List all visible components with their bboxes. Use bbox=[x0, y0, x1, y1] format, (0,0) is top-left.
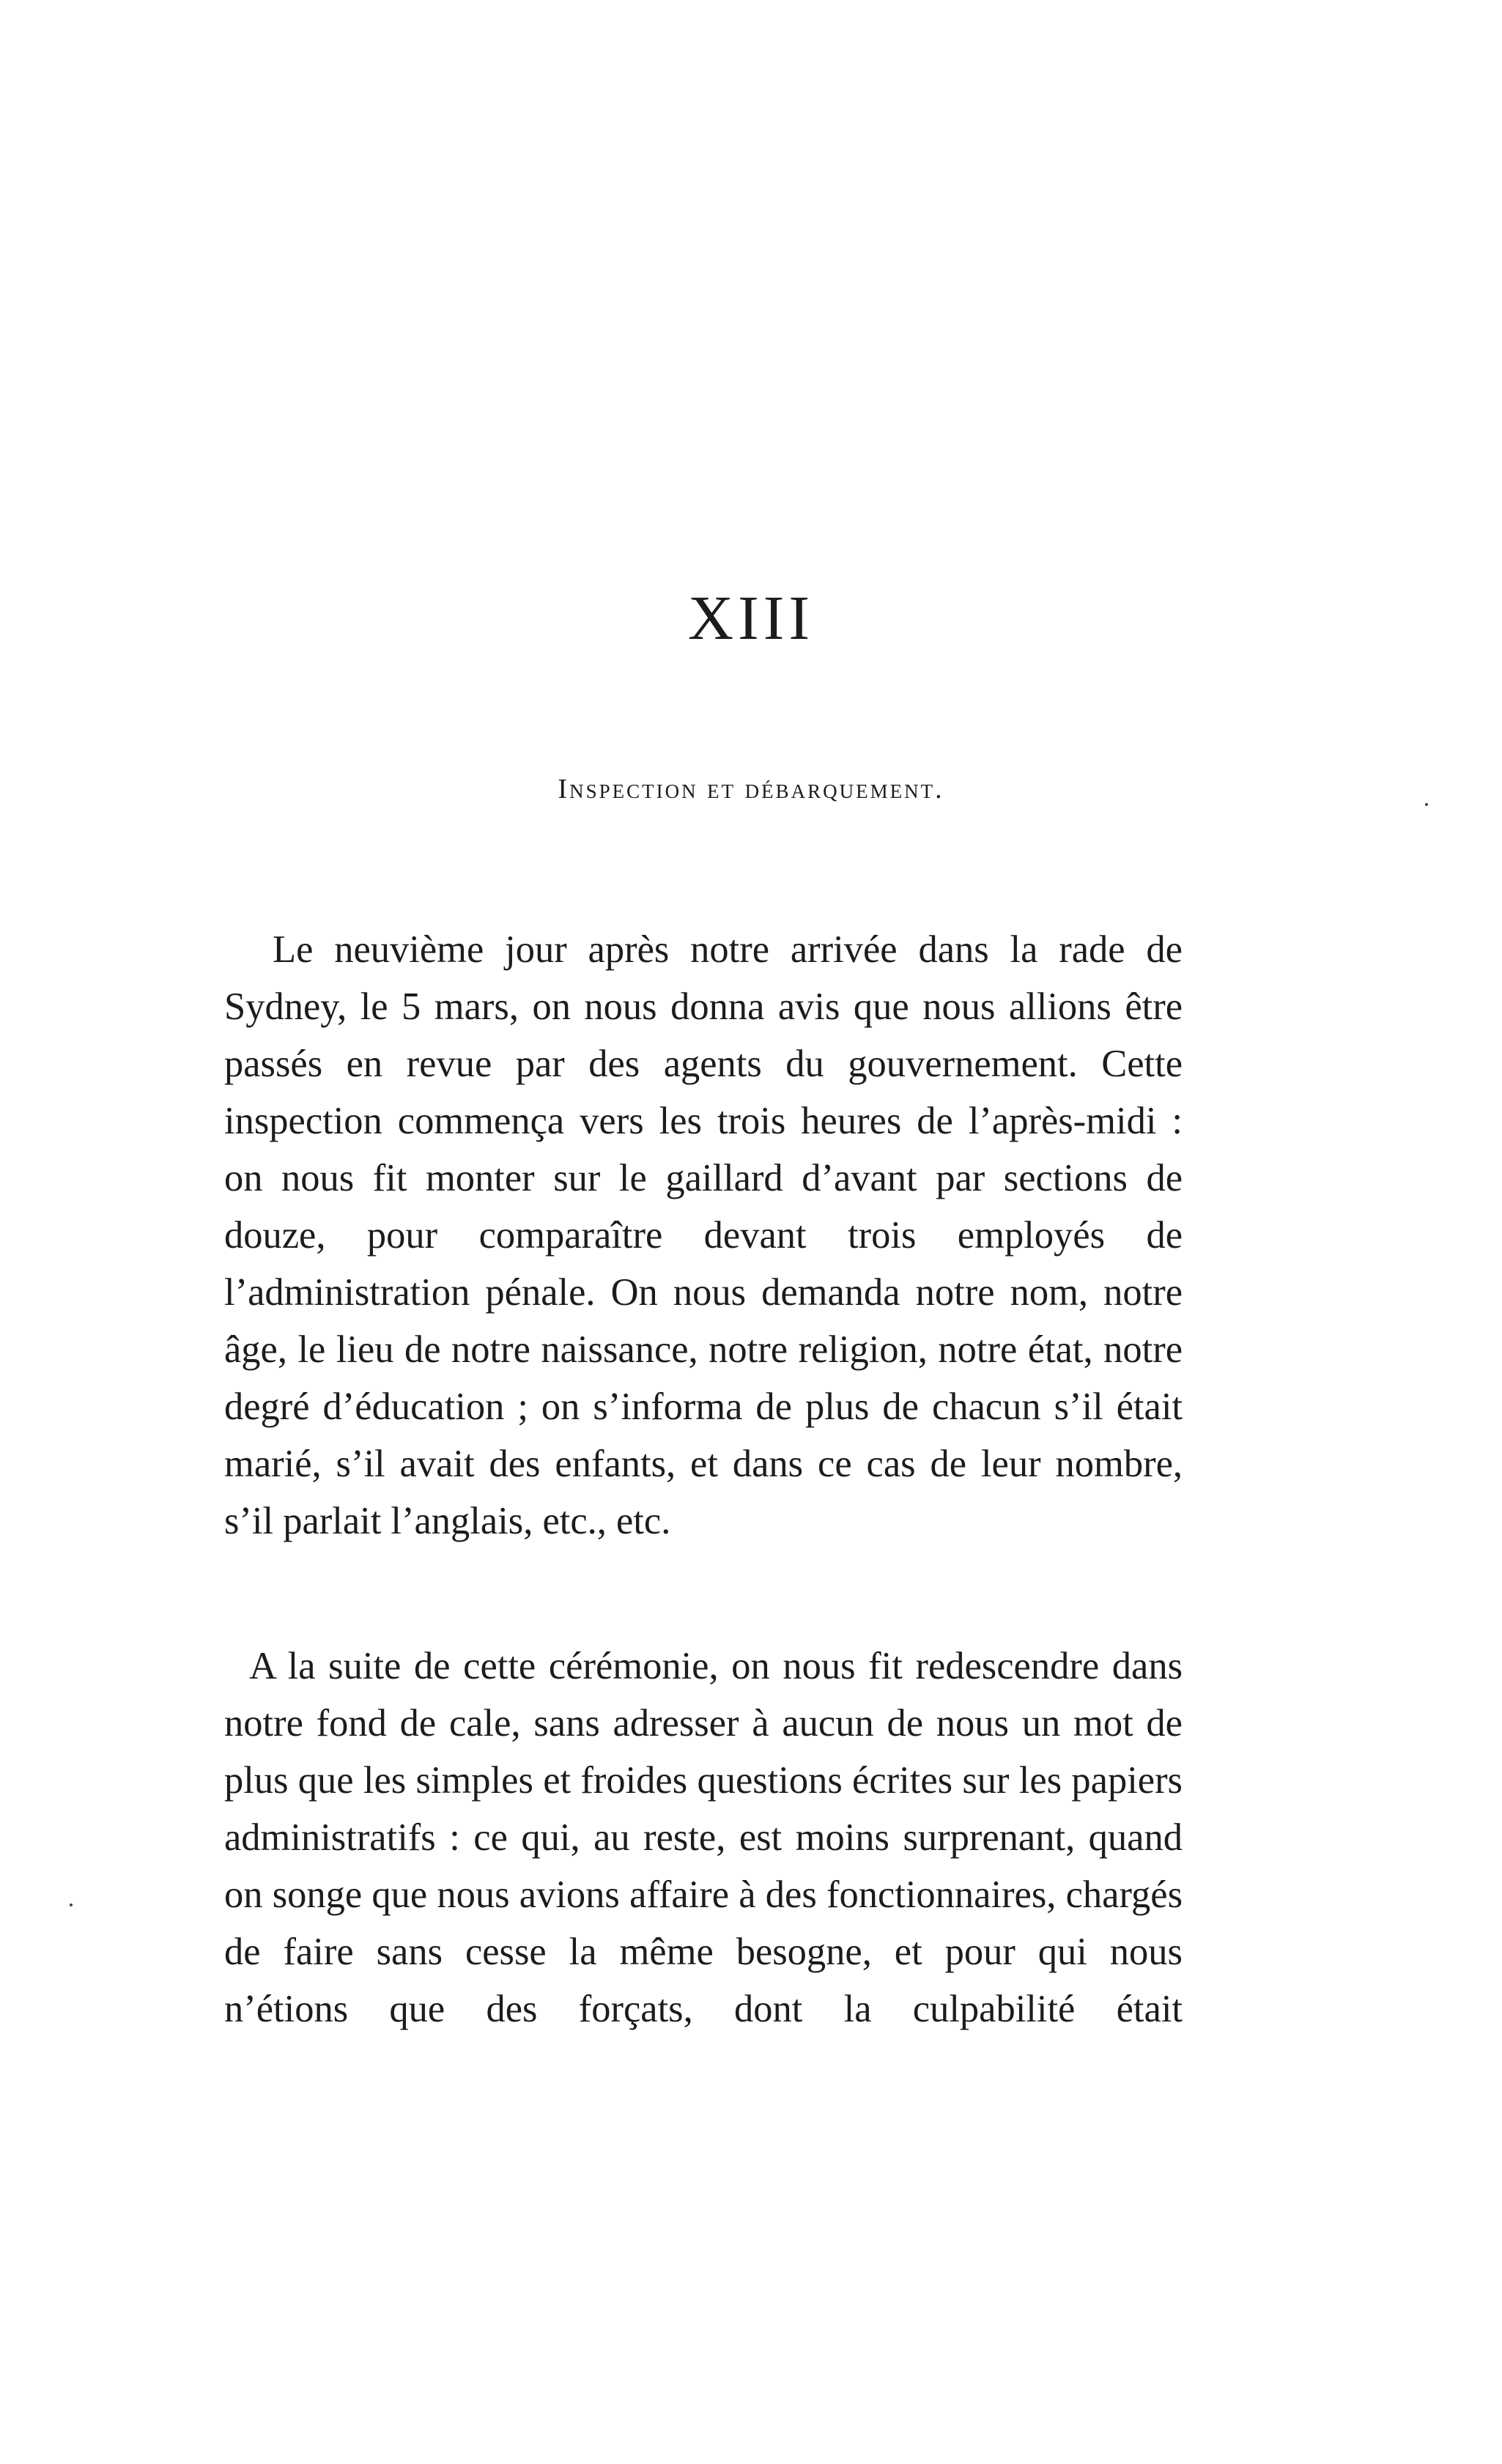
paragraph-2: A la suite de cette cérémonie, on nous fit redescendre dans notre fond de cale, sans adresser à aucun de nous un mot de plus que les simples et froides questions écrites sur les papiers administratifs : ce qui, au reste, est moins surprenant, quand on songe que nous avions affaire à des fonctionnaires, chargés de faire sans cesse la même besogne, et pour qui nous n’étions que des forçats, dont la culpabilité était bbox=[224, 1645, 1183, 2030]
scan-speck bbox=[1425, 803, 1428, 806]
scan-speck bbox=[70, 1904, 73, 1906]
chapter-title: Inspection et débarquement. bbox=[558, 774, 944, 804]
paragraph-1: Le neuvième jour après notre arrivée dans la rade de Sydney, le 5 mars, on nous donna avis que nous allions être passés en revue par des agents du gouvernement. Cette inspection commença vers les trois heures de l’après-midi : on nous fit monter sur le gaillard d’avant par sections de douze, pour comparaître devant trois employés de l’administration pénale. On nous demanda notre nom, notre âge, le lieu de notre naissance, notre religion, notre état, notre degré d’éducation ; on s’informa de plus de chacun s’il était marié, s’il avait des enfants, et dans ce cas de leur nombre, s’il parlait l’anglais, etc., etc. bbox=[224, 928, 1183, 1542]
chapter-number: XIII bbox=[687, 582, 815, 653]
